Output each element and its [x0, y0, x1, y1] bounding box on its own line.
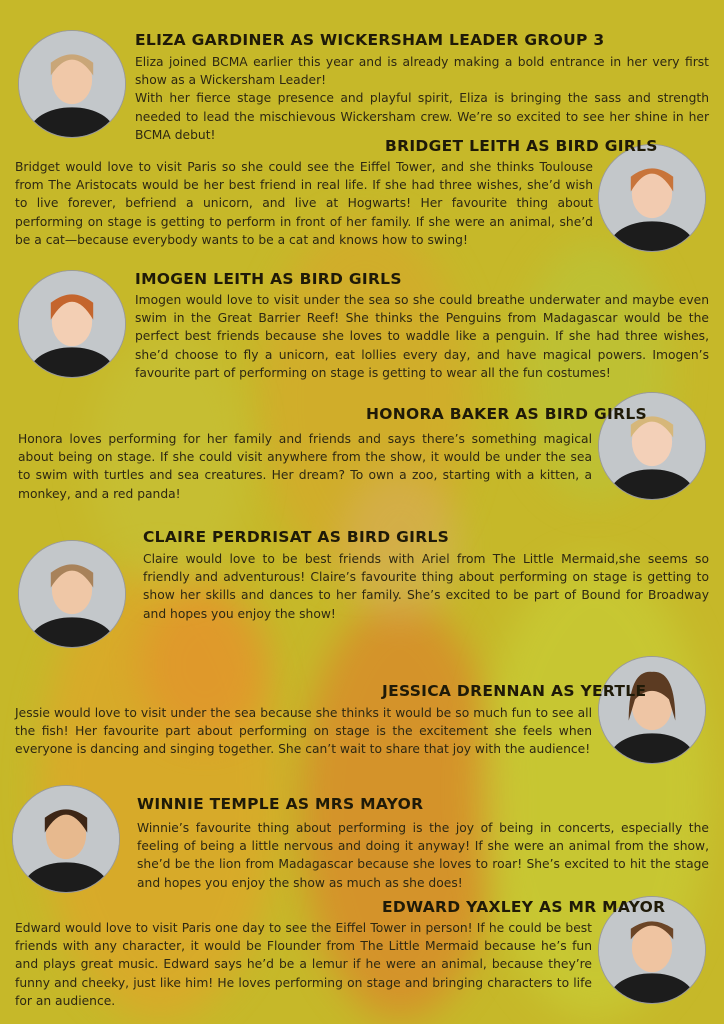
cast-bio-text: Jessie would love to visit under the sea because she thinks it would be so much fun to see all the fish! Her favourite part about performing on stage is the excitement she feels when everyone is dancing and singing together. She can’t wait to share that joy with the audience! — [15, 706, 592, 757]
cast-bio-text: Edward would love to visit Paris one day to see the Eiffel Tower in person! If he could be best friends with any character, it would be Flounder from The Little Mermaid because he’s fun and plays great music. Edward says he’d be a lemur if he were an animal, because they’re funny and cheeky, just like him! He loves performing on stage and bringing characters to life for an audience. — [15, 921, 592, 1008]
cast-bio-text: Honora loves performing for her family and friends and says there’s something magical about being on stage. If she could visit anywhere from the show, it would be under the sea to swim with turtles and sea creatures. Her dream? To own a zoo, starting with a kitten, a monkey, and a red panda! — [18, 432, 592, 501]
cast-bio-text: Bridget would love to visit Paris so she could see the Eiffel Tower, and she thinks Toulouse from The Aristocats would be her best friend in real life. If she had three wishes, she’d wish to live forever, befriend a unicorn, and live at Hogwarts! Her favourite thing about performing on stage is getting to perform in front of her family. If she were an animal, she’d be a cat—because everybody wants to be a cat and knows how to swing! — [15, 160, 593, 247]
portrait-photo — [18, 540, 126, 648]
cast-name: EDWARD YAXLEY AS MR MAYOR — [382, 898, 666, 916]
cast-bio-text: Imogen would love to visit under the sea so she could breathe underwater and maybe even swim in the Great Barrier Reef! She thinks the Penguins from Madagascar would be the perfect best friends because she loves to waddle like a penguin. If she had three wishes, she’d choose to fly a unicorn, eat lollies every day, and have magical powers. Imogen’s favourite part of performing on stage is getting to wear all the fun costumes! — [135, 293, 709, 380]
cast-bio-text: Claire would love to be best friends with Ariel from The Little Mermaid,she seems so friendly and adventurous! Claire’s favourite thing about performing on stage is getting to show her skills and dances to her family. She’s excited to be part of Bound for Broadway and hopes you enjoy the show! — [143, 552, 709, 621]
portrait-photo — [598, 144, 706, 252]
cast-name: IMOGEN LEITH AS BIRD GIRLS — [135, 270, 402, 288]
cast-name: HONORA BAKER AS BIRD GIRLS — [366, 405, 647, 423]
portrait-photo — [12, 785, 120, 893]
portrait-photo — [18, 270, 126, 378]
cast-name: JESSICA DRENNAN AS YERTLE — [382, 682, 647, 700]
cast-bio-text: Eliza joined BCMA earlier this year and is already making a bold entrance in her very first show as a Wickersham Leader! With her fierce stage presence and playful spirit, Eliza is bringing the sass and strength needed to lead the mischievous Wickersham crew. We’re so excited to see her shine in her BCMA debut! — [135, 55, 709, 142]
cast-bio-text: Winnie’s favourite thing about performing is the joy of being in concerts, especially the feeling of being a little nervous and doing it anyway! If she were an animal from the show, she’d be the lion from Madagascar because she loves to roar! She’s excited to hit the stage and hopes you enjoy the show as much as she does! — [137, 821, 709, 890]
cast-name: CLAIRE PERDRISAT AS BIRD GIRLS — [143, 528, 450, 546]
portrait-photo — [598, 656, 706, 764]
portrait-photo — [18, 30, 126, 138]
cast-name: ELIZA GARDINER AS WICKERSHAM LEADER GROUP 3 — [135, 31, 605, 49]
cast-name: BRIDGET LEITH AS BIRD GIRLS — [385, 137, 658, 155]
cast-name: WINNIE TEMPLE AS MRS MAYOR — [137, 795, 424, 813]
